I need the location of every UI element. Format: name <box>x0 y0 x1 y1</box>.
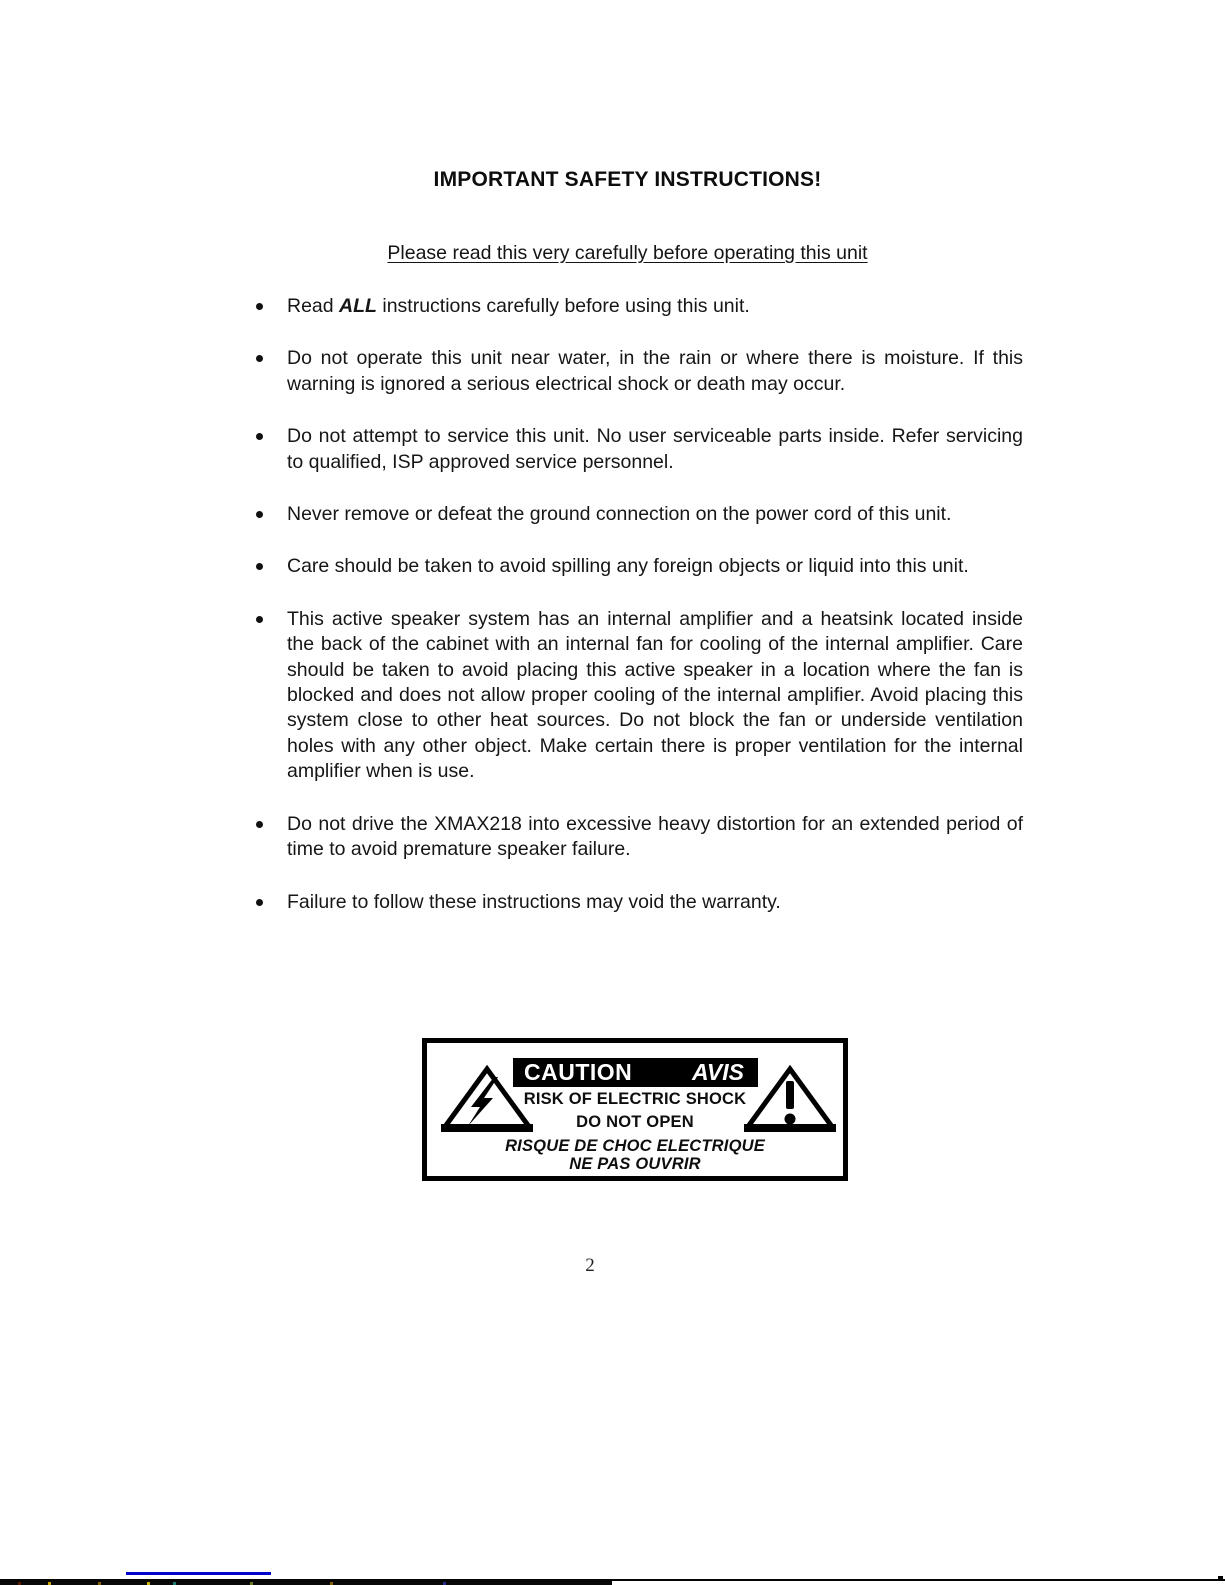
avis-text: AVIS <box>692 1059 744 1085</box>
list-item: Failure to follow these instructions may void the warranty. <box>240 890 1023 915</box>
caution-text: CAUTION <box>524 1059 633 1085</box>
bullet-text-prefix: Read <box>287 295 340 317</box>
caution-avis-bar <box>513 1058 758 1087</box>
page-subtitle: Please read this very carefully before operating this unit <box>387 242 868 264</box>
hyperlink-underline[interactable] <box>126 1572 271 1575</box>
safety-instructions-list <box>240 294 1023 942</box>
list-item: This active speaker system has an internal amplifier and a heatsink located inside the back of the cabinet with an internal fan for cooling of the internal amplifier. Care should be taken to avoid placing this active speaker in a location where the fan is blocked and does not allow proper cooling of the internal amplifier. Avoid placing this system close to other heat sources. Do not block the fan or underside ventilation holes with any other object. Make certain there is proper ventilation for the internal amplifier when is use. <box>240 607 1023 785</box>
ne-pas-ouvrir-line: NE PAS OUVRIR <box>569 1155 701 1173</box>
list-item: Do not drive the XMAX218 into excessive heavy distortion for an extended period of time to avoid premature speaker failure. <box>240 812 1023 863</box>
list-item: Care should be taken to avoid spilling any foreign objects or liquid into this unit. <box>240 554 1023 579</box>
risk-of-electric-shock-line: RISK OF ELECTRIC SHOCK <box>523 1090 747 1108</box>
warning-exclamation-icon <box>744 1065 836 1135</box>
list-item: Do not attempt to service this unit. No user serviceable parts inside. Refer servicing to qualified, ISP approved service personnel. <box>240 424 1023 475</box>
list-item: Never remove or defeat the ground connection on the power cord of this unit. <box>240 502 1023 527</box>
do-not-open-line: DO NOT OPEN <box>576 1113 694 1131</box>
bullet-text-emphasis: ALL <box>339 295 377 317</box>
scan-artifact <box>1218 1576 1223 1581</box>
bullet-text-suffix: instructions carefully before using this unit. <box>376 295 750 317</box>
risque-de-choc-line: RISQUE DE CHOC ELECTRIQUE <box>505 1137 765 1155</box>
page-number: 2 <box>585 1255 595 1276</box>
caution-label-box <box>422 1038 848 1181</box>
list-item: Do not operate this unit near water, in the rain or where there is moisture. If this warning is ignored a serious electrical shock or death may occur. <box>240 346 1023 397</box>
list-item <box>240 294 1023 319</box>
scan-edge-thick-segment <box>0 1581 612 1585</box>
page-title: IMPORTANT SAFETY INSTRUCTIONS! <box>433 168 822 191</box>
